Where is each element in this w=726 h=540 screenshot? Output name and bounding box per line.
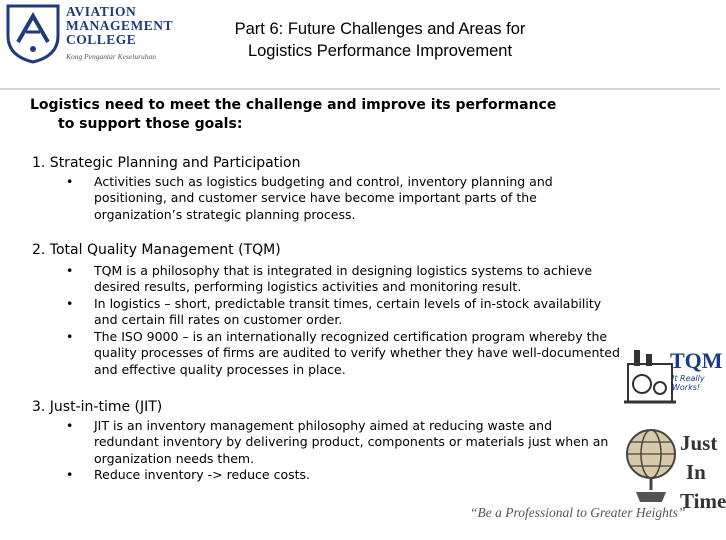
- jit-word-in: In: [686, 460, 706, 484]
- footer-slogan: “Be a Professional to Greater Heights”: [470, 505, 686, 520]
- globe-clipart: [620, 418, 682, 508]
- bullet-icon: •: [66, 174, 74, 189]
- globe-icon: [620, 418, 682, 508]
- title-line-2: Logistics Performance Improvement: [247, 42, 513, 60]
- jit-word-just: Just: [680, 431, 718, 455]
- logo-line-3: COLLEGE: [66, 32, 137, 47]
- tqm-clipart: [622, 344, 723, 408]
- slide-title: [190, 18, 570, 62]
- bullet-item: [66, 174, 626, 223]
- bullet-text: Activities such as logistics budgeting and control, inventory planning and positioning, and customer service have become important parts of the organization’s strategic planning process.: [94, 174, 553, 222]
- bullet-item: [66, 263, 621, 296]
- bullet-icon: •: [66, 418, 74, 433]
- title-line-1: Part 6: Future Challenges and Areas for: [234, 20, 526, 38]
- bullet-icon: •: [66, 329, 74, 344]
- jit-word-time: Time: [680, 489, 726, 513]
- bullet-icon: •: [66, 263, 74, 278]
- shield-emblem-icon: [4, 2, 62, 64]
- logo-line-2: MANAGEMENT: [66, 18, 173, 33]
- bullet-item: [66, 296, 621, 329]
- bullet-text: Reduce inventory -> reduce costs.: [94, 467, 310, 482]
- intro-line-1: Logistics need to meet the challenge and improve its performance: [30, 97, 557, 113]
- bullet-text: TQM is a philosophy that is integrated in designing logistics systems to achieve desired results, performing logistics activities and monitoring result.: [94, 263, 593, 295]
- college-logo: [4, 2, 184, 66]
- logo-tagline: Kong Pengantar Keseluruhan: [66, 52, 156, 61]
- tqm-art-tagline: It Really Works!: [672, 374, 705, 392]
- bullet-icon: •: [66, 467, 74, 482]
- section-heading-jit: 3. Just-in-time (JIT): [32, 399, 163, 415]
- bullet-item: [66, 329, 621, 378]
- section-heading-tqm: 2. Total Quality Management (TQM): [32, 242, 281, 258]
- intro-line-2: to support those goals:: [58, 116, 243, 132]
- bullet-item: [66, 418, 611, 467]
- intro-text: [30, 96, 670, 134]
- tqm-art-label: TQM: [670, 348, 723, 373]
- section-heading-strategic: 1. Strategic Planning and Participation: [32, 155, 301, 171]
- bullet-icon: •: [66, 296, 74, 311]
- bullet-text: The ISO 9000 – is an internationally recognized certification program whereby the quality processes of firms are audited to verify whether they have well-documented and effective quality processes in place.: [94, 329, 620, 377]
- bullet-item: [66, 467, 611, 483]
- header-divider: [0, 88, 720, 90]
- bullet-text: In logistics – short, predictable transit times, certain levels of in-stock availability and certain fill rates on customer order.: [94, 296, 602, 328]
- logo-line-1: AVIATION: [66, 4, 137, 19]
- bullet-text: JIT is an inventory management philosophy aimed at reducing waste and redundant inventory by delivering product, components or materials just when an organization needs them.: [94, 418, 609, 466]
